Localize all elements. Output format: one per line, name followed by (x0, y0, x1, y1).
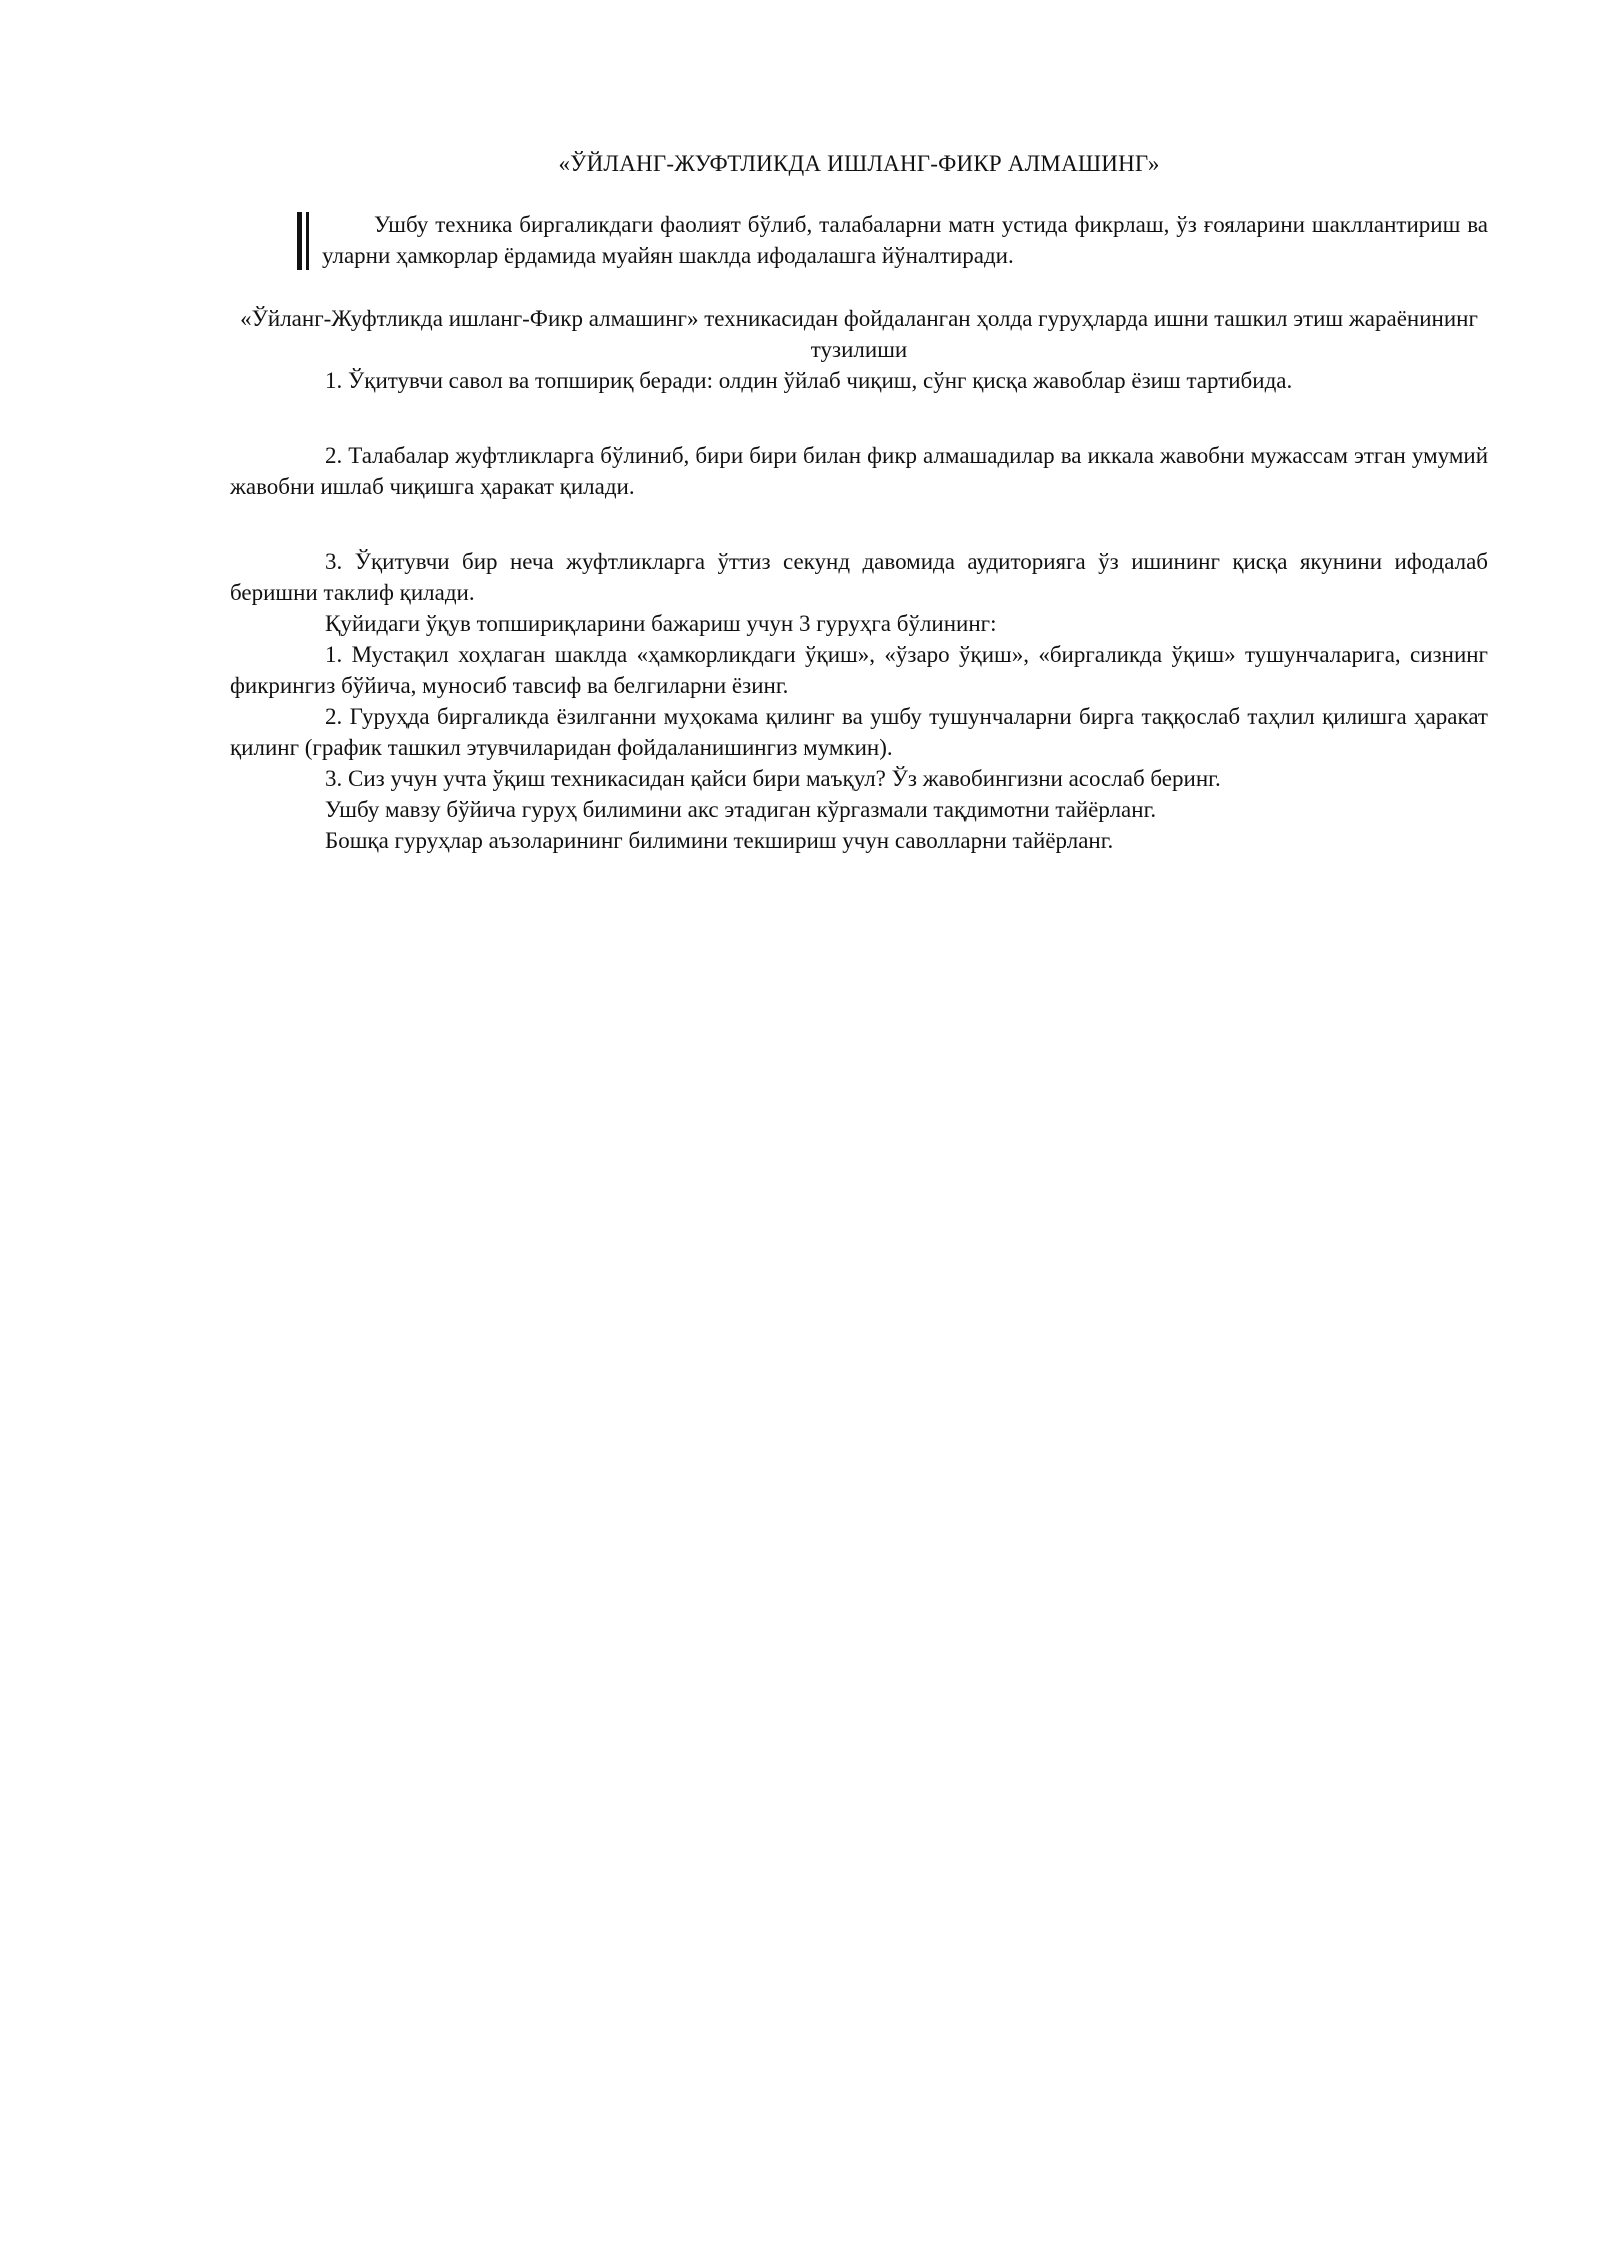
page-title: «ЎЙЛАНГ-ЖУФТЛИКДА ИШЛАНГ-ФИКР АЛМАШИНГ» (558, 151, 1160, 176)
task-3: 3. Сиз учун учта ўқиш техникасидан қайси бири маъқул? Ўз жавобингизни асослаб беринг. (325, 766, 1221, 791)
quote-bar-inner (306, 212, 309, 270)
step-2: 2. Талабалар жуфтликларга бўлиниб, бири бири билан фикр алмашадилар ва иккала жавобни мужассам этган умумий жавобни ишлаб чиқишга ҳаракат қилади. (230, 443, 1488, 499)
step-1: 1. Ўқитувчи савол ва топшириқ беради: олдин ўйлаб чиқиш, сўнг қисқа жавоблар ёзиш тартибида. (325, 368, 1293, 393)
document-body (230, 148, 1488, 856)
closing-2: Бошқа гуруҳлар аъзоларининг билимини текшириш учун саволларни тайёрланг. (325, 828, 1114, 853)
intro-quote (322, 209, 1488, 271)
task-2: 2. Гуруҳда биргаликда ёзилганни муҳокама қилинг ва ушбу тушунчаларни бирга таққослаб таҳлил қилишга ҳаракат қилинг (график ташкил этувчиларидан фойдаланишингиз мумкин). (230, 704, 1488, 760)
task-1: 1. Мустақил хоҳлаган шаклда «ҳамкорликдаги ўқиш», «ўзаро ўқиш», «биргаликда ўқиш» тушунчаларига, сизнинг фикрингиз бўйича, муносиб тавсиф ва белгиларни ёзинг. (230, 642, 1488, 698)
section-subtitle: «Ўйланг-Жуфтликда ишланг-Фикр алмашинг» техникасидан фойдаланган ҳолда гуруҳларда ишни ташкил этиш жараёнининг тузилиши (240, 306, 1478, 362)
step-3: 3. Ўқитувчи бир неча жуфтликларга ўттиз секунд давомида аудиторияга ўз ишининг қисқа якунини ифодалаб беришни таклиф қилади. (230, 549, 1488, 605)
tasks-intro: Қуйидаги ўқув топшириқларини бажариш учун 3 гуруҳга бўлининг: (325, 611, 997, 636)
quote-bar (297, 212, 302, 270)
closing-1: Ушбу мавзу бўйича гуруҳ билимини акс этадиган кўргазмали тақдимотни тайёрланг. (325, 797, 1157, 822)
intro-text: Ушбу техника биргаликдаги фаолият бўлиб, талабаларни матн устида фикрлаш, ўз ғояларини шакллантириш ва уларни ҳамкорлар ёрдамида муайян шаклда ифодалашга йўналтиради. (322, 212, 1488, 268)
